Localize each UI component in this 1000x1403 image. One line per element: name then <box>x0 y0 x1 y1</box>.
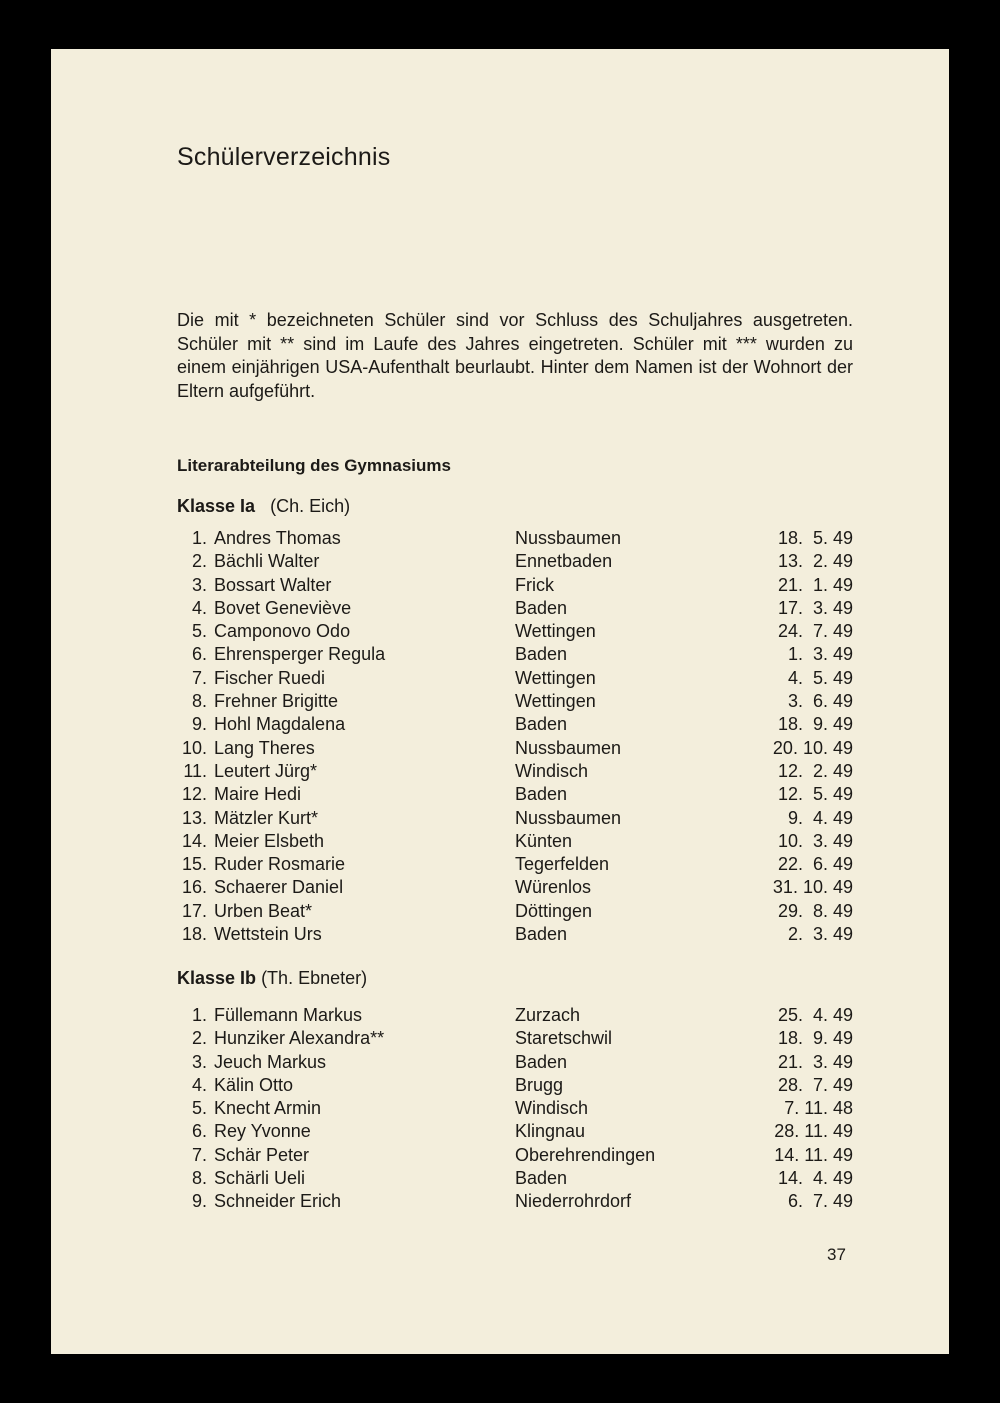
student-hometown: Wettingen <box>515 667 596 688</box>
student-birthdate: 25. 4. 49 <box>777 1005 853 1025</box>
student-number: 1. <box>191 528 207 548</box>
student-row <box>171 1051 853 1074</box>
student-hometown: Frick <box>515 574 554 595</box>
student-birthdate: 28. 11. 49 <box>774 1121 853 1142</box>
student-name: Fischer Ruedi <box>214 667 326 688</box>
student-birthdate: 21. 1. 49 <box>777 574 853 595</box>
student-row <box>171 620 853 643</box>
student-birthdate: 13. 2. 49 <box>777 551 853 572</box>
student-row <box>171 713 853 736</box>
student-birthdate: 24. 7. 49 <box>777 621 853 642</box>
class-heading-ib <box>177 968 367 989</box>
student-number: 4. <box>191 1074 207 1095</box>
student-name: Hunziker Alexandra** <box>214 1028 385 1049</box>
document-page <box>51 49 949 1354</box>
student-number: 9. <box>191 714 207 735</box>
student-hometown: Zurzach <box>515 1005 581 1025</box>
student-birthdate: 4. 5. 49 <box>787 667 853 688</box>
student-birthdate: 21. 3. 49 <box>777 1051 853 1072</box>
student-name: Jeuch Markus <box>214 1051 327 1072</box>
student-hometown: Baden <box>515 784 568 805</box>
student-row <box>171 853 853 876</box>
student-number: 18. <box>181 924 207 945</box>
student-row <box>171 690 853 713</box>
student-number: 14. <box>181 830 207 851</box>
student-name: Kälin Otto <box>214 1074 294 1095</box>
student-row <box>171 783 853 806</box>
student-row <box>171 1097 853 1120</box>
roster-class-ib <box>171 1004 853 1214</box>
student-hometown: Brugg <box>515 1074 564 1095</box>
student-number: 17. <box>181 900 207 921</box>
class-teacher: (Ch. Eich) <box>270 496 351 516</box>
student-name: Camponovo Odo <box>214 621 351 642</box>
student-name: Rey Yvonne <box>214 1121 311 1142</box>
student-row <box>171 900 853 923</box>
student-number: 7. <box>191 667 207 688</box>
student-hometown: Klingnau <box>515 1121 586 1142</box>
page-title: Schülerverzeichnis <box>177 143 391 171</box>
student-birthdate: 6. 7. 49 <box>787 1191 853 1212</box>
class-teacher: (Th. Ebneter) <box>261 968 368 988</box>
student-hometown: Wettingen <box>515 691 596 712</box>
student-hometown: Tegerfelden <box>515 854 610 875</box>
student-birthdate: 9. 4. 49 <box>787 807 853 828</box>
student-birthdate: 14. 4. 49 <box>777 1168 853 1189</box>
student-name: Lang Theres <box>214 737 315 758</box>
student-row <box>171 1190 853 1213</box>
student-name: Andres Thomas <box>214 528 341 548</box>
student-row <box>171 574 853 597</box>
roster-class-ia <box>171 527 853 946</box>
student-birthdate: 12. 5. 49 <box>777 784 853 805</box>
student-hometown: Windisch <box>515 760 589 781</box>
student-name: Maire Hedi <box>214 784 302 805</box>
student-number: 16. <box>181 877 207 898</box>
student-row <box>171 1074 853 1097</box>
student-name: Leutert Jürg* <box>214 760 318 781</box>
student-birthdate: 18. 9. 49 <box>777 1028 853 1049</box>
student-hometown: Nussbaumen <box>515 528 622 548</box>
student-birthdate: 31. 10. 49 <box>772 877 853 898</box>
student-birthdate: 20. 10. 49 <box>772 737 853 758</box>
student-row <box>171 527 853 550</box>
student-hometown: Baden <box>515 1051 568 1072</box>
student-name: Wettstein Urs <box>214 924 322 945</box>
student-name: Bossart Walter <box>214 574 332 595</box>
intro-paragraph: Die mit * bezeichneten Schüler sind vor Schluss des Schuljahres ausgetreten. Schüler mit ** sind im Laufe des Jahres eingetreten. Schüler mit *** wurden zu einem einjährigen USA-Aufenthalt beurlaubt. Hinter dem Namen ist der Wohnort der Eltern aufgeführt. <box>177 310 853 401</box>
student-name: Bovet Geneviève <box>214 597 352 618</box>
student-number: 3. <box>191 574 207 595</box>
student-row <box>171 737 853 760</box>
student-number: 12. <box>181 784 207 805</box>
student-number: 8. <box>191 691 207 712</box>
student-number: 2. <box>191 551 207 572</box>
student-row <box>171 643 853 666</box>
student-birthdate: 18. 5. 49 <box>777 528 853 548</box>
student-number: 11. <box>183 760 207 781</box>
student-birthdate: 14. 11. 49 <box>774 1144 853 1165</box>
student-name: Ruder Rosmarie <box>214 854 346 875</box>
student-row <box>171 876 853 899</box>
student-hometown: Baden <box>515 597 568 618</box>
student-number: 1. <box>191 1005 207 1025</box>
student-row <box>171 1167 853 1190</box>
student-name: Mätzler Kurt* <box>214 807 319 828</box>
student-row <box>171 1004 853 1027</box>
student-number: 7. <box>191 1144 207 1165</box>
student-hometown: Künten <box>515 830 573 851</box>
student-birthdate: 1. 3. 49 <box>787 644 853 665</box>
student-name: Hohl Magdalena <box>214 714 346 735</box>
student-hometown: Windisch <box>515 1098 589 1119</box>
student-row <box>171 1144 853 1167</box>
student-name: Knecht Armin <box>214 1098 322 1119</box>
student-number: 6. <box>191 1121 207 1142</box>
student-birthdate: 22. 6. 49 <box>777 854 853 875</box>
student-name: Urben Beat* <box>214 900 313 921</box>
student-hometown: Nussbaumen <box>515 737 622 758</box>
student-name: Füllemann Markus <box>214 1005 363 1025</box>
student-birthdate: 3. 6. 49 <box>787 691 853 712</box>
student-number: 8. <box>191 1168 207 1189</box>
student-hometown: Baden <box>515 644 568 665</box>
student-row <box>171 923 853 946</box>
student-number: 5. <box>191 621 207 642</box>
student-number: 13. <box>181 807 207 828</box>
student-name: Schneider Erich <box>214 1191 342 1212</box>
student-birthdate: 7. 11. 48 <box>784 1098 853 1119</box>
student-row <box>171 1120 853 1143</box>
student-row <box>171 597 853 620</box>
student-birthdate: 17. 3. 49 <box>777 597 853 618</box>
student-hometown: Baden <box>515 1168 568 1189</box>
student-row <box>171 807 853 830</box>
student-hometown: Wettingen <box>515 621 596 642</box>
student-name: Meier Elsbeth <box>214 830 325 851</box>
student-hometown: Baden <box>515 714 568 735</box>
student-name: Bächli Walter <box>214 551 320 572</box>
student-birthdate: 18. 9. 49 <box>777 714 853 735</box>
student-name: Frehner Brigitte <box>214 691 339 712</box>
student-birthdate: 12. 2. 49 <box>777 760 853 781</box>
page-number: 37 <box>827 1245 846 1264</box>
class-name: Klasse Ia <box>177 496 256 516</box>
student-name: Schär Peter <box>214 1144 310 1165</box>
student-hometown: Niederrohrdorf <box>515 1191 632 1212</box>
student-hometown: Oberehrendingen <box>515 1144 656 1165</box>
student-row <box>171 550 853 573</box>
student-row <box>171 667 853 690</box>
student-name: Schaerer Daniel <box>214 877 344 898</box>
student-number: 15. <box>181 854 207 875</box>
student-number: 2. <box>191 1028 207 1049</box>
student-row <box>171 830 853 853</box>
student-birthdate: 28. 7. 49 <box>777 1074 853 1095</box>
student-hometown: Baden <box>515 924 568 945</box>
student-number: 5. <box>191 1098 207 1119</box>
class-name: Klasse Ib <box>177 968 257 988</box>
student-hometown: Döttingen <box>515 900 593 921</box>
student-hometown: Ennetbaden <box>515 551 613 572</box>
student-number: 9. <box>191 1191 207 1212</box>
student-name: Schärli Ueli <box>214 1168 306 1189</box>
student-number: 6. <box>191 644 207 665</box>
student-name: Ehrensperger Regula <box>214 644 386 665</box>
student-row <box>171 1027 853 1050</box>
student-row <box>171 760 853 783</box>
student-birthdate: 29. 8. 49 <box>777 900 853 921</box>
class-heading-ia <box>177 496 350 517</box>
student-hometown: Nussbaumen <box>515 807 622 828</box>
student-birthdate: 10. 3. 49 <box>777 830 853 851</box>
student-number: 4. <box>191 597 207 618</box>
student-hometown: Staretschwil <box>515 1028 613 1049</box>
student-number: 3. <box>191 1051 207 1072</box>
student-birthdate: 2. 3. 49 <box>787 924 853 945</box>
section-heading: Literarabteilung des Gymnasiums <box>177 456 451 475</box>
student-number: 10. <box>181 737 207 758</box>
student-hometown: Würenlos <box>515 877 592 898</box>
